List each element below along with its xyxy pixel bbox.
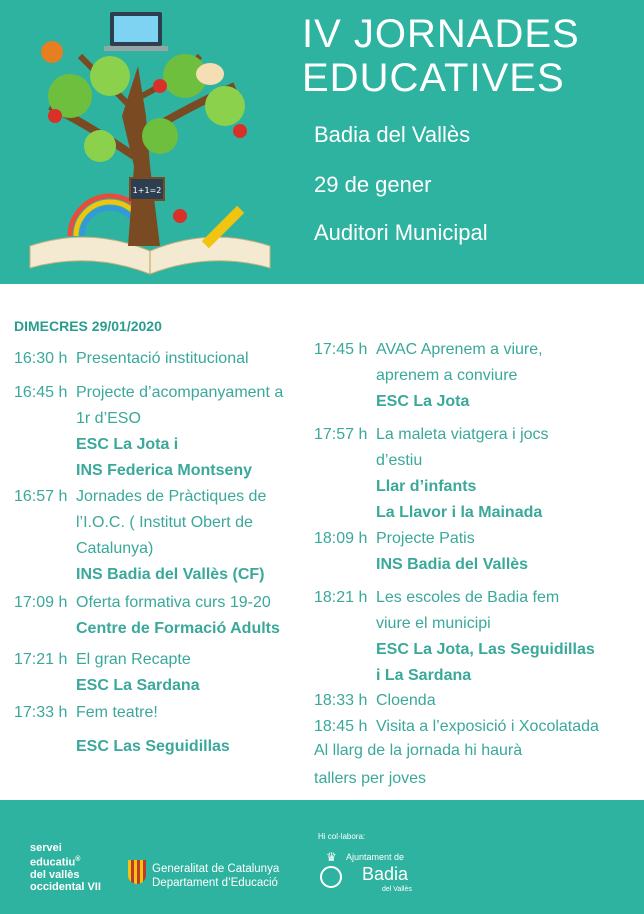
schedule-organizer: Llar d’infants xyxy=(376,478,477,495)
schedule-activity: Projecte Patis xyxy=(376,530,475,547)
schedule-time: 17:33 h xyxy=(14,704,68,721)
schedule-time: 18:33 h xyxy=(314,692,368,709)
schedule-activity: Les escoles de Badia fem xyxy=(376,589,560,606)
schedule-activity: Cloenda xyxy=(376,692,436,709)
tree-of-knowledge-illustration xyxy=(10,6,290,282)
event-venue: Auditori Municipal xyxy=(314,220,488,245)
schedule-time: 16:57 h xyxy=(14,488,68,505)
schedule-organizer: La Llavor i la Mainada xyxy=(376,504,543,521)
schedule-time: 17:57 h xyxy=(314,426,368,443)
servei-registered: ® xyxy=(75,856,81,863)
board-formula: 1+1=2 xyxy=(132,186,162,195)
schedule-activity: Oferta formativa curs 19-20 xyxy=(76,594,271,611)
collab-label: Hi col·labora: xyxy=(318,832,366,841)
schedule-activity: La maleta viatgera i jocs xyxy=(376,426,549,443)
servei-line-2: educatiu xyxy=(30,856,76,869)
schedule-organizer: ESC La Jota, Las Seguidillas xyxy=(376,641,595,658)
badia-sub-label: del Vallès xyxy=(382,886,412,893)
schedule-activity: AVAC Aprenem a viure, xyxy=(376,341,543,358)
schedule-time: 17:21 h xyxy=(14,651,68,668)
schedule-organizer: ESC La Sardana xyxy=(76,677,200,694)
servei-line-1: servei xyxy=(30,842,62,854)
gencat-line-2: Departament d’Educació xyxy=(152,877,278,889)
badia-emblem-icon xyxy=(320,866,342,888)
title-line-2: EDUCATIVES xyxy=(302,56,565,100)
schedule-activity: Catalunya) xyxy=(76,540,154,557)
schedule-activity: Presentació institucional xyxy=(76,350,249,367)
schedule-activity: Projecte d’acompanyament a xyxy=(76,384,284,401)
closing-line-2: tallers per joves xyxy=(314,770,427,787)
crown-icon: ♛ xyxy=(326,850,337,864)
program-day: DIMECRES 29/01/2020 xyxy=(14,318,162,334)
schedule-activity: Fem teatre! xyxy=(76,704,158,721)
schedule-organizer: i La Sardana xyxy=(376,667,472,684)
schedule-activity: viure el municipi xyxy=(376,615,491,632)
schedule-time: 18:21 h xyxy=(314,589,368,606)
schedule-activity: l’I.O.C. ( Institut Obert de xyxy=(76,514,253,531)
schedule-activity: El gran Recapte xyxy=(76,651,191,668)
event-place: Badia del Vallès xyxy=(314,122,471,147)
schedule-time: 18:09 h xyxy=(314,530,368,547)
servei-educatiu-logo xyxy=(30,842,101,893)
ajuntament-label: Ajuntament de xyxy=(346,852,405,862)
schedule-time: 16:30 h xyxy=(14,350,68,367)
schedule-time: 16:45 h xyxy=(14,384,68,401)
schedule-activity: Jornades de Pràctiques de xyxy=(76,488,267,505)
schedule-activity: Visita a l’exposició i Xocolatada xyxy=(376,718,599,735)
schedule-organizer: INS Federica Montseny xyxy=(76,462,253,479)
schedule-activity: aprenem a conviure xyxy=(376,367,518,384)
event-title xyxy=(302,12,580,100)
schedule-activity: d’estiu xyxy=(376,452,423,469)
event-date: 29 de gener xyxy=(314,172,432,197)
schedule-organizer: ESC La Jota xyxy=(376,393,470,410)
schedule-activity: 1r d’ESO xyxy=(76,410,141,427)
gencat-emblem-icon xyxy=(128,860,146,884)
schedule-time: 18:45 h xyxy=(314,718,368,735)
servei-line-4: occidental VII xyxy=(30,880,101,893)
closing-line-1: Al llarg de la jornada hi haurà xyxy=(314,742,523,759)
title-line-1: IV JORNADES xyxy=(302,12,580,56)
schedule-organizer: Centre de Formació Adults xyxy=(76,620,280,637)
schedule-organizer: ESC Las Seguidillas xyxy=(76,738,230,755)
badia-label: Badia xyxy=(362,864,409,884)
schedule-organizer: ESC La Jota i xyxy=(76,436,179,453)
schedule-organizer: INS Badia del Vallès xyxy=(376,556,529,573)
gencat-line-1: Generalitat de Catalunya xyxy=(152,863,280,875)
schedule-time: 17:09 h xyxy=(14,594,68,611)
schedule-organizer: INS Badia del Vallès (CF) xyxy=(76,566,265,583)
header-banner xyxy=(0,0,644,284)
footer-banner xyxy=(0,800,644,914)
schedule-time: 17:45 h xyxy=(314,341,368,358)
gencat-logo xyxy=(152,862,279,890)
servei-line-3: del vallès xyxy=(30,868,80,881)
